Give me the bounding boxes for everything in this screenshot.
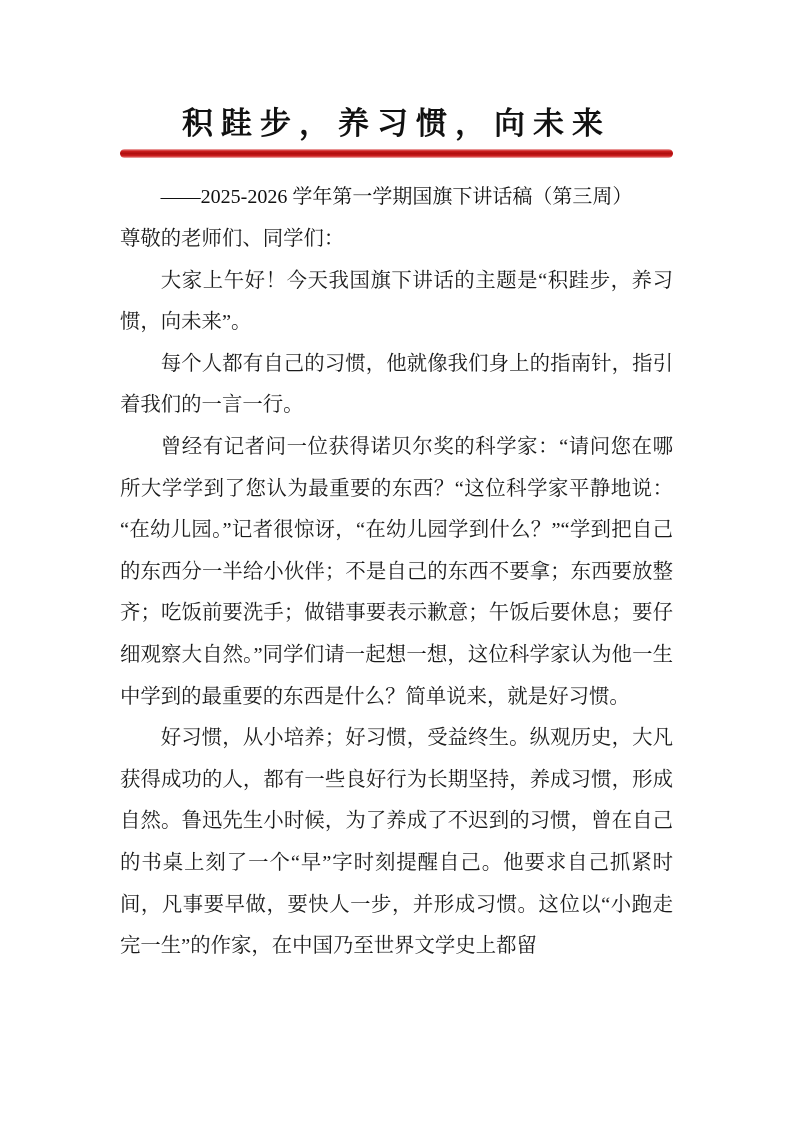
title-underline-decoration bbox=[120, 149, 673, 158]
document-body bbox=[120, 219, 673, 968]
body-paragraph: 大家上午好！今天我国旗下讲话的主题是“积跬步，养习惯，向未来”。 bbox=[120, 269, 673, 334]
body-paragraph: 曾经有记者问一位获得诺贝尔奖的科学家：“请问您在哪所大学学到了您认为最重要的东西？“这位科学家平静地说：“在幼儿园。”记者很惊讶，“在幼儿园学到什么？”“学到把自己的东西分一半给小伙伴；不是自己的东西不要拿；东西要放整齐；吃饭前要洗手；做错事要表示歉意；午饭后要休息；要仔细观察大自然。”同学们请一起想一想，这位科学家认为他一生中学到的最重要的东西是什么？简单说来，就是好习惯。 bbox=[120, 435, 673, 708]
body-paragraph: 每个人都有自己的习惯，他就像我们身上的指南针，指引着我们的一言一行。 bbox=[120, 352, 673, 417]
document-subtitle: ——2025-2026 学年第一学期国旗下讲话稿（第三周） bbox=[160, 186, 633, 208]
document-content bbox=[120, 0, 673, 968]
body-paragraph: 好习惯，从小培养；好习惯，受益终生。纵观历史，大凡获得成功的人，都有一些良好行为长期坚持，养成习惯，形成自然。鲁迅先生小时候，为了养成了不迟到的习惯，曾在自己的书桌上刻了一个“早”字时刻提醒自己。他要求自己抓紧时间，凡事要早做，要快人一步，并形成习惯。这位以“小跑走完一生”的作家，在中国乃至世界文学史上都留 bbox=[120, 727, 673, 958]
document-title: 积跬步，养习惯，向未来 bbox=[182, 106, 611, 141]
salutation-line: 尊敬的老师们、同学们： bbox=[120, 228, 345, 250]
